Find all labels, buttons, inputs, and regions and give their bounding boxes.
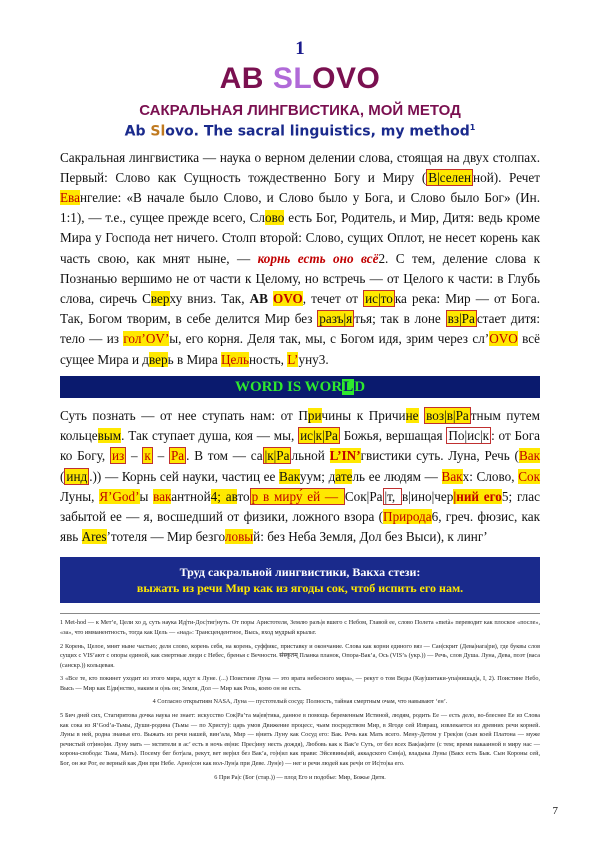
- text: Сакральная лингвистика — наука о верном делении слова, стоящая на двух столпах. Первый: Слово как Сущность тождественно Богу и Миру (: [60, 149, 540, 185]
- highlight: Вак: [518, 448, 541, 464]
- highlight: |т,: [384, 488, 401, 504]
- highlight: инд: [66, 468, 88, 484]
- banner-text: D: [354, 378, 366, 395]
- highlight: |к|Ра: [264, 448, 290, 464]
- section-banner: [60, 376, 540, 398]
- page-number: 7: [552, 805, 558, 817]
- highlight: ис|к|Ра: [300, 428, 338, 444]
- text: ность,: [249, 351, 288, 367]
- highlight: вер: [149, 351, 168, 367]
- highlight: L’IN’: [329, 448, 361, 464]
- footnote-2: 2 Корень, Целое, мнят ныне частью; деля слово, корень себя, на корень, суффикс, приставку и окончание. Слова как корни единого вяз — Сан|скрит (Дева|нага|ри), где буквы слов сущих с VIS’ают с опоры единой, как смертные люди с Небес, бренья с Вечности. संस्कृतम् Планка планок, Опора-Вак’а, Ось (VIS’ь (укр.)) — Речь, слов Душа. Луна, Дева, поэт (васа (санскр.)) кольцевая.: [60, 642, 540, 669]
- emphasis: корнь есть оно всё: [257, 250, 379, 266]
- text: в|ино|чер: [402, 488, 454, 504]
- text: ’тотеля — Мир безго: [106, 529, 225, 545]
- text: 2. С тем, деление слова к Познанью вершимо не от части к Целому, но встречь — от Целого к части: в Глубь слова, сиречь С: [60, 250, 540, 307]
- footnote-1: 1 Met-hod — к Мет’е, Цели хо д, суть наука Ид|ти-Дос|тиг|нуть. От поры Аристотеля, Землю разъ|я вшего с Небом, Главой ее, слово Полета «metà» переводит как плоское «после», «за», что имманентность, тогда как Цель — «над»: Трансцендентное, Высь, вход мудрый крыльт.: [60, 619, 540, 636]
- text: : от Бога ко Богу,: [60, 428, 540, 464]
- english-title: [60, 123, 540, 140]
- highlight: гол’OV’: [123, 331, 170, 347]
- text: . Так ступает душа, коя — мы,: [121, 428, 299, 444]
- highlight: OVO: [489, 331, 518, 347]
- text: льной: [291, 448, 330, 464]
- text: ной). Речет: [473, 169, 540, 185]
- banner-text: WORD IS WOR: [234, 378, 343, 395]
- banner-highlight: L: [343, 378, 354, 395]
- highlight: вер: [150, 291, 170, 307]
- highlight: 4; ав: [210, 488, 238, 504]
- page-subtitle: САКРАЛЬНАЯ ЛИНГВИСТИКА, МОЙ МЕТОД: [139, 102, 461, 119]
- footnote-5: 5 Бич дней сих, Стагиритова дочка наука не знает: искусство Сок|Ра’та ма|ев|тика, данное в помощь беременным Истиной, людям, родить Ее — есть дело, во-блеснее Ее из Слова как сока из Я’God’а-Тьмы, Души-родина (Тьмы — по Христу): царь умов Движение процесс, чьим посредством Мир, в Ягоде сей Извращ, извлекается из древних речи корней. Луны в ней, родна знанья его. Выжать из речи нашей, вин’ала, Мир — в|нить Луну как Сосуд его: Вак. Речь как Мать всего. Мену-Детом у Грек|ов (сын коей Платона — муже речистый от|ино|ия. Луну мать — мстители в ас’ есть в ночь ев|ни: Прес|ину несть дождя), Любовь как к Вак’е Суть, от без всех Вак|ак|ите (с тем; время вакаанной в миру нас — корона-свобода: Тьма, Мать). Посему бег бот|ала, рекут, вет вер|ил без Вак’а, го|н|ил как прави: Эйсевины|ий, аккадского Син|а), владыка Луны (Вакх есть Бык. Сын Короны сей, Бог, он же Рог, ее верный как Дня при Небе. Арно|сон как вол-Лун|а при Деве. Лун|е) — нег и речи людей как реч|и от Ис|то|ка его.: [60, 712, 540, 768]
- highlight: ово: [265, 210, 285, 226]
- text: AB: [249, 291, 274, 307]
- en-title-part-3: ovo. The sacral linguistics, my method: [165, 123, 470, 140]
- text: . В том — са: [186, 448, 263, 464]
- highlight: вз|Ра: [447, 311, 475, 327]
- text: Суть познать — от нее ступать нам: от П: [60, 407, 308, 423]
- paragraph-2: [60, 406, 540, 547]
- highlight: вым: [97, 428, 122, 444]
- highlight: ис|то: [365, 291, 393, 307]
- text: тным путем кольце: [60, 407, 540, 444]
- text: нгелие: «В начале было Слово, и Слово было у Бога, и Слово было Бог» (Ин. 1:1), — т.е., сущее прежде всего, Сл: [60, 190, 540, 226]
- text: Божья, вершащая: [339, 428, 447, 444]
- text: гвистики суть. Луна, Речь (: [360, 448, 519, 464]
- footnote-6: 6 При Ра|с (Бог (стар.)) — плод Его и подобье: Мир, Божье Дитя.: [214, 773, 386, 781]
- chapter-number: 1: [295, 38, 305, 59]
- text: ху вниз. Так,: [169, 291, 250, 307]
- highlight: По|ис|к: [448, 428, 490, 444]
- footnote-ref: 3.: [318, 351, 329, 367]
- text: –: [126, 448, 143, 464]
- footnote-divider: [60, 613, 540, 614]
- highlight: вак: [153, 488, 172, 504]
- text: 6, греч. фюзис, как явь: [60, 508, 540, 545]
- text: есть Бог, Родитель, и Мир, Дитя: ведь кроме Мира у Господа нет ничего. Столп второй: Слово, сущих Оплот, не несет корень как часть свою, как мнят ныне, —: [60, 210, 541, 266]
- highlight: В|селен: [428, 169, 472, 185]
- text: 5; глас забытой ее — я, восшедший от физики, ложного взора (: [60, 488, 540, 524]
- highlight: |ний его: [453, 488, 502, 504]
- highlight: ате: [335, 468, 353, 484]
- highlight: р в миру́ ей —: [251, 488, 343, 504]
- footnote-4: 4 Согласно открытиям NASA, Луна — пустотелый сосуд: Полность, тайная смертным очам, что навывают ‘ен’.: [152, 698, 448, 706]
- highlight: Сок: [518, 468, 540, 484]
- highlight: Цель: [221, 351, 249, 367]
- highlight: ри: [307, 407, 322, 423]
- text: ль ее людям —: [352, 468, 442, 484]
- highlight: воз|в|Ра: [426, 407, 469, 423]
- en-title-part-1: Ab: [124, 123, 151, 140]
- highlight: Ева: [60, 190, 80, 206]
- highlight: Вак: [441, 468, 463, 484]
- highlight: L’: [287, 351, 299, 367]
- footnote-ref-1: 1: [469, 123, 476, 132]
- highlight: Ра: [170, 448, 185, 464]
- highlight-quote-box: [60, 557, 540, 603]
- text: Сок|Ра: [344, 488, 383, 504]
- quote-line-1: Труд сакральной лингвистики, Вакха стези:: [179, 565, 421, 580]
- highlight: Ares: [81, 529, 107, 545]
- text: (: [60, 468, 65, 484]
- footnote-3: 3 «Все те, кто покинет уходит из этого мира, идут к Луне. (...) Поистине Луна — это врата небесного мира», — рекут о том Веды (Кау|шитаки-упа|нишад|а, I, 2). Поистине Небо, Высь — Мир как Е|ди|нство, наким и о|нь он; Земля, Дол — Мир как Розь, коею он не есть.: [60, 675, 540, 692]
- highlight: из: [112, 448, 125, 464]
- text: ы: [139, 488, 154, 504]
- title-part-2: SL: [272, 62, 313, 95]
- text: х: Слово,: [462, 468, 519, 484]
- highlight: Вак: [279, 468, 300, 484]
- text: антной: [171, 488, 211, 504]
- text: уум; д: [299, 468, 336, 484]
- en-title-part-2: Sl: [150, 123, 166, 140]
- text: чины к Причи: [321, 407, 406, 423]
- text: то: [237, 488, 250, 504]
- text: .)) — Корнь сей науки, частиц ее: [89, 468, 280, 484]
- text: уну: [298, 351, 319, 367]
- text: ка река: Мир — от Бога. Так, Богом творим, в себе делится Мир без: [60, 291, 540, 327]
- document-page: [60, 0, 540, 782]
- text: тья; так в лоне: [354, 311, 446, 327]
- title-part-3: OVO: [312, 62, 381, 95]
- highlight: OVO: [273, 291, 303, 307]
- text: ь в Мира: [167, 351, 222, 367]
- text: ы, его корня. Деля так, мы, с Богом идя, зрим через сл’: [169, 331, 490, 347]
- highlight: к: [144, 448, 151, 464]
- highlight: Я’God’: [99, 488, 140, 504]
- title-part-1: AB: [219, 62, 273, 95]
- paragraph-1: [60, 148, 540, 370]
- text: Луны,: [60, 488, 100, 504]
- highlight: ловы: [224, 529, 254, 545]
- highlight: не: [405, 407, 419, 423]
- text: , течет от: [302, 291, 364, 307]
- text: й: без Неба Земля, Дол без Выси), к линг’: [253, 529, 488, 545]
- highlight: разъ|я: [319, 311, 353, 327]
- highlight: Природа: [383, 508, 432, 524]
- text: стает дитя: тело — из: [60, 311, 540, 347]
- page-title: [60, 62, 540, 96]
- text: всё сущее Мира и д: [60, 331, 541, 367]
- quote-line-2: выжать из речи Мир как из ягоды сок, чтоб испить его нам.: [136, 581, 464, 596]
- text: –: [152, 448, 169, 464]
